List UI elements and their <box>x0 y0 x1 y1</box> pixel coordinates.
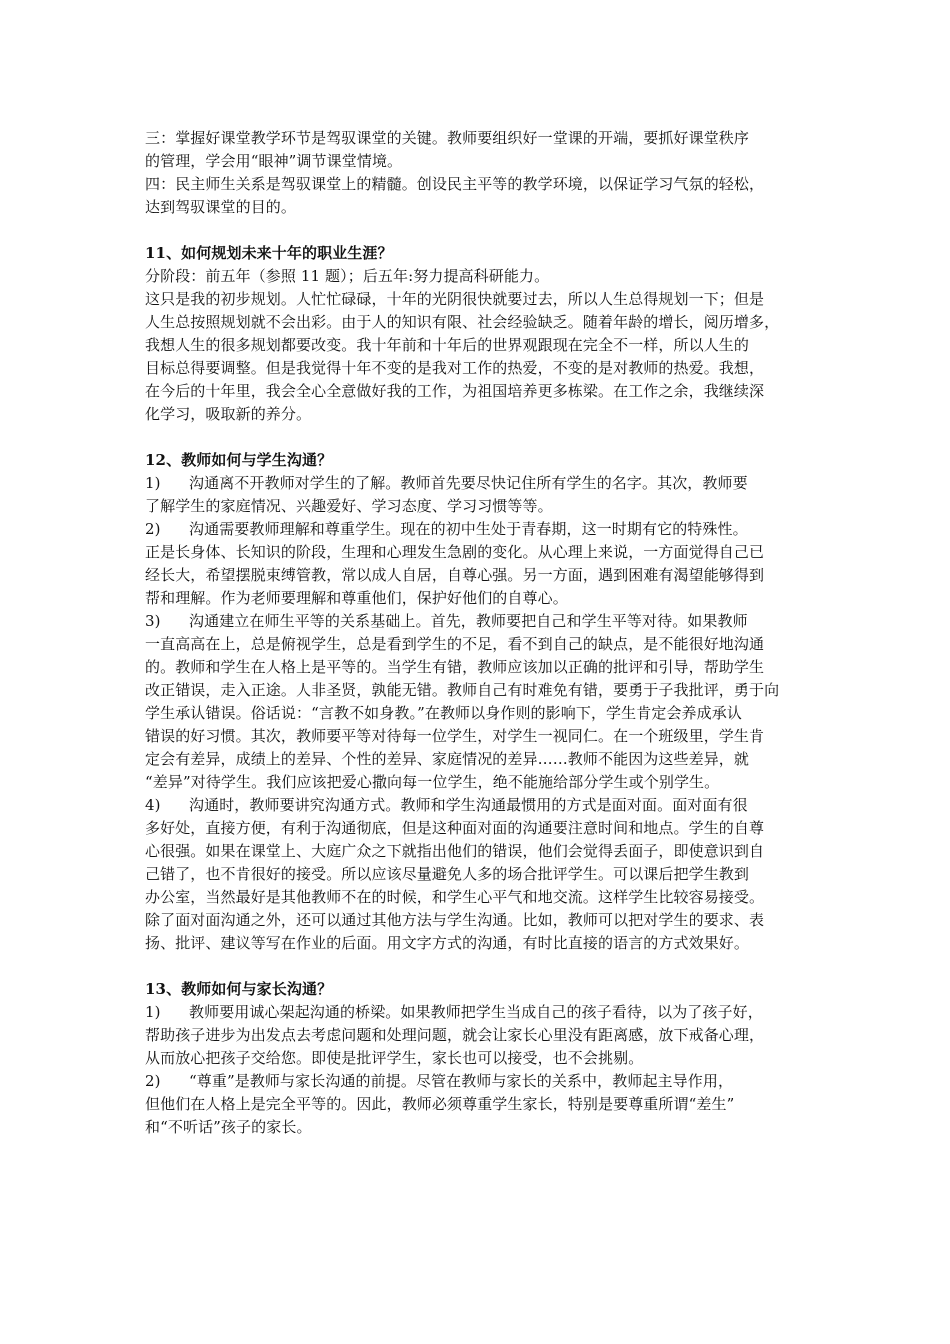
list-item-number: 3) <box>145 612 161 630</box>
paragraph-line: “尊重”是教师与家长沟通的前提。尽管在教师与家长的关系中，教师起主导作用， <box>189 1072 734 1090</box>
paragraph-line: 沟通建立在师生平等的关系基础上。首先，教师要把自己和学生平等对待。如果教师 <box>189 612 748 630</box>
list-item-number: 1) <box>145 1003 161 1021</box>
list-item <box>145 794 811 955</box>
paragraph-line: 化学习，吸取新的养分。 <box>145 405 312 423</box>
paragraph-line: 办公室，当然最好是其他教师不在的时候，和学生心平气和地交流。这样学生比较容易接受。 <box>145 888 765 906</box>
paragraph-line: 但他们在人格上是完全平等的。因此，教师必须尊重学生家长，特别是要尊重所谓“差生” <box>145 1095 735 1113</box>
paragraph-line: 沟通需要教师理解和尊重学生。现在的初中生处于青春期，这一时期有它的特殊性。 <box>189 520 748 538</box>
paragraph-line: 沟通时，教师要讲究沟通方式。教师和学生沟通最惯用的方式是面对面。面对面有很 <box>189 796 748 814</box>
list-item <box>145 518 811 610</box>
list-item <box>145 472 811 518</box>
list-item <box>145 1070 811 1139</box>
paragraph-line: 从而放心把孩子交给您。即使是批评学生，家长也可以接受，也不会挑剔。 <box>145 1049 644 1067</box>
paragraph-line: 三：掌握好课堂教学环节是驾驭课堂的关键。教师要组织好一堂课的开端，要抓好课堂秩序 <box>145 129 750 147</box>
paragraph-line: 这只是我的初步规划。人忙忙碌碌，十年的光阴很快就要过去，所以人生总得规划一下；但是 <box>145 290 765 308</box>
list-item-number: 2) <box>145 1072 161 1090</box>
section-12 <box>145 449 811 955</box>
document-page <box>145 127 811 1139</box>
paragraph-line: “差异”对待学生。我们应该把爱心撒向每一位学生，绝不能施给部分学生或个别学生。 <box>145 773 720 791</box>
paragraph-line: 经长大，希望摆脱束缚管教，常以成人自居，自尊心强。另一方面，遇到困难有渴望能够得到 <box>145 566 765 584</box>
paragraph-line: 错误的好习惯。其次，教师要平等对待每一位学生，对学生一视同仁。在一个班级里，学生肯 <box>145 727 765 745</box>
paragraph-line: 在今后的十年里，我会全心全意做好我的工作，为祖国培养更多栋梁。在工作之余，我继续深 <box>145 382 765 400</box>
section-heading: 12、教师如何与学生沟通？ <box>145 451 333 469</box>
paragraph-line: 己错了，也不肯很好的接受。所以应该尽量避免人多的场合批评学生。可以课后把学生教到 <box>145 865 750 883</box>
paragraph-line: 教师要用诚心架起沟通的桥梁。如果教师把学生当成自己的孩子看待，以为了孩子好， <box>189 1003 763 1021</box>
paragraph-line: 目标总得要调整。但是我觉得十年不变的是我对工作的热爱，不变的是对教师的热爱。我想， <box>145 359 765 377</box>
paragraph-line: 多好处，直接方便，有利于沟通彻底，但是这种面对面的沟通要注意时间和地点。学生的自尊 <box>145 819 765 837</box>
list-item <box>145 1001 811 1070</box>
paragraph-line: 正是长身体、长知识的阶段，生理和心理发生急剧的变化。从心理上来说，一方面觉得自己已 <box>145 543 765 561</box>
paragraph-line: 和“不听话”孩子的家长。 <box>145 1118 312 1136</box>
section-10-tail <box>145 127 811 219</box>
paragraph-line: 了解学生的家庭情况、兴趣爱好、学习态度、学习习惯等等。 <box>145 497 553 515</box>
paragraph-line: 扬、批评、建议等写在作业的后面。用文字方式的沟通，有时比直接的语言的方式效果好。 <box>145 934 750 952</box>
paragraph-line: 一直高高在上，总是俯视学生，总是看到学生的不足，看不到自己的缺点，是不能很好地沟通 <box>145 635 765 653</box>
section-11 <box>145 242 811 426</box>
paragraph-line: 沟通离不开教师对学生的了解。教师首先要尽快记住所有学生的名字。其次，教师要 <box>189 474 748 492</box>
paragraph-line: 帮助孩子进步为出发点去考虑问题和处理问题，就会让家长心里没有距离感，放下戒备心理， <box>145 1026 765 1044</box>
list-item-number: 1) <box>145 474 161 492</box>
section-13 <box>145 978 811 1139</box>
paragraph-line: 改正错误，走入正途。人非圣贤，孰能无错。教师自己有时难免有错，要勇于子我批评，勇于向 <box>145 681 780 699</box>
paragraph-line: 我想人生的很多规划都要改变。我十年前和十年后的世界观跟现在完全不一样，所以人生的 <box>145 336 750 354</box>
paragraph-line: 的管理，学会用“眼神”调节课堂情境。 <box>145 152 403 170</box>
paragraph-line: 心很强。如果在课堂上、大庭广众之下就指出他们的错误，他们会觉得丢面子，即使意识到自 <box>145 842 765 860</box>
section-heading: 13、教师如何与家长沟通？ <box>145 980 333 998</box>
list-item <box>145 610 811 794</box>
paragraph-line: 帮和理解。作为老师要理解和尊重他们，保护好他们的自尊心。 <box>145 589 568 607</box>
list-item-number: 2) <box>145 520 161 538</box>
paragraph-line: 达到驾驭课堂的目的。 <box>145 198 297 216</box>
paragraph-line: 定会有差异，成绩上的差异、个性的差异、家庭情况的差异……教师不能因为这些差异，就 <box>145 750 750 768</box>
list-item-number: 4) <box>145 796 161 814</box>
paragraph-line: 除了面对面沟通之外，还可以通过其他方法与学生沟通。比如，教师可以把对学生的要求、表 <box>145 911 765 929</box>
paragraph-line: 人生总按照规划就不会出彩。由于人的知识有限、社会经验缺乏。随着年龄的增长，阅历增多， <box>145 313 780 331</box>
paragraph-line: 的。教师和学生在人格上是平等的。当学生有错，教师应该加以正确的批评和引导，帮助学生 <box>145 658 765 676</box>
section-heading: 11、如何规划未来十年的职业生涯？ <box>145 244 393 262</box>
paragraph-line: 学生承认错误。俗话说：“言教不如身教。”在教师以身作则的影响下，学生肯定会养成承认 <box>145 704 742 722</box>
paragraph-line: 分阶段：前五年（参照 11 题）；后五年:努力提高科研能力。 <box>145 267 550 285</box>
paragraph-line: 四：民主师生关系是驾驭课堂上的精髓。创设民主平等的教学环境，以保证学习气氛的轻松， <box>145 175 765 193</box>
